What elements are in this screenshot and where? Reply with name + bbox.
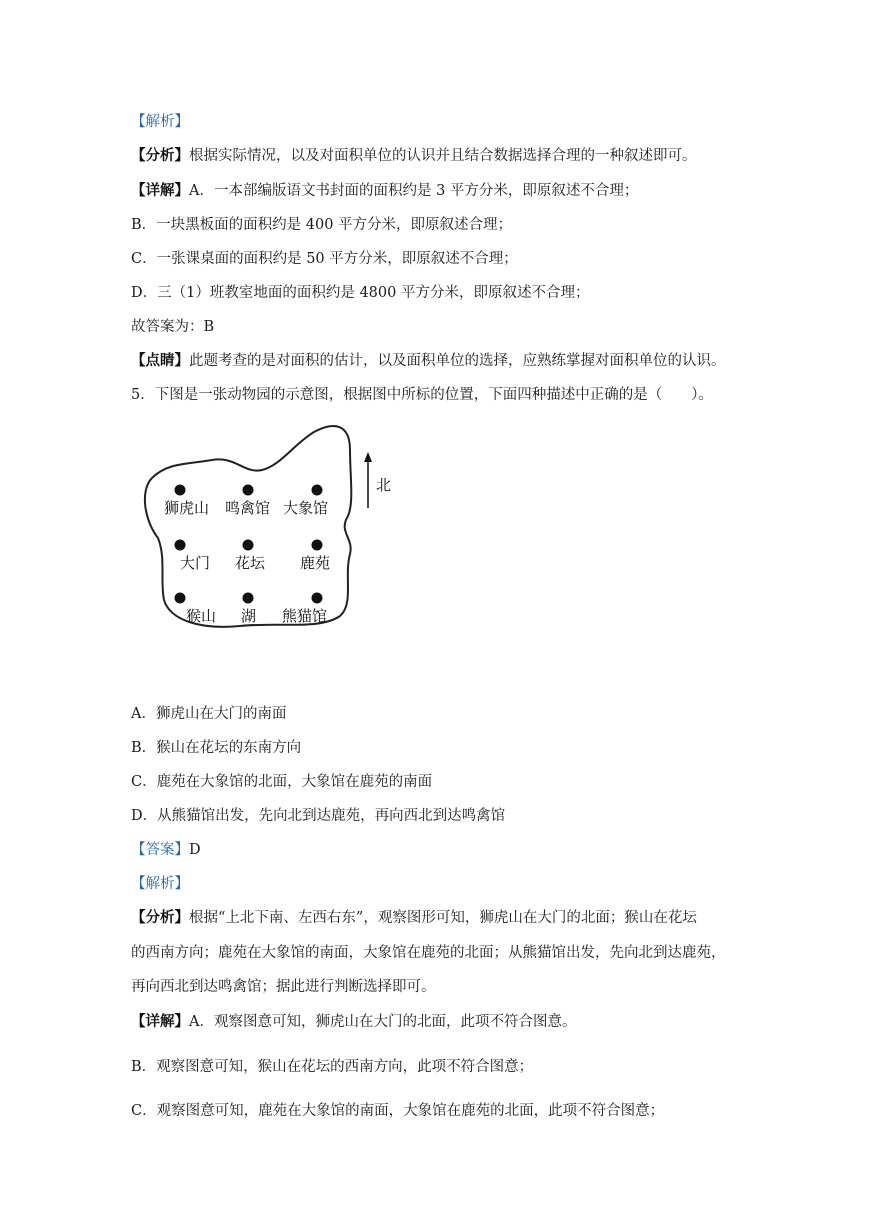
bird-house-dot [243, 485, 254, 496]
place-elephant-house: 大象馆 [283, 499, 329, 517]
place-panda-house: 熊猫馆 [282, 607, 328, 625]
analysis-label: 【分析】 [131, 147, 189, 164]
north-label: 北 [376, 476, 392, 494]
option-d: D．从熊猫馆出发，先向北到达鹿苑，再向西北到达鸣禽馆 [131, 808, 506, 824]
detail-label: 【详解】 [131, 182, 189, 199]
detail-option-b: B．一块黑板面的面积约是 400 平方分米，即原叙述合理； [131, 217, 513, 233]
place-lake: 湖 [241, 607, 257, 625]
panda-house-dot [312, 593, 323, 604]
place-deer-park: 鹿苑 [300, 554, 331, 572]
flower-bed-dot [243, 540, 254, 551]
option-a: A．狮虎山在大门的南面 [131, 706, 287, 722]
solution-jiexi-heading: 【解析】 [131, 876, 189, 892]
jiexi-heading: 【解析】 [131, 114, 189, 130]
place-flower-bed: 花坛 [235, 554, 266, 572]
option-b: B．猴山在花坛的东南方向 [131, 740, 302, 756]
comment-text: 此题考查的是对面积的估计，以及面积单位的选择，应熟练掌握对面积单位的认识。 [189, 353, 726, 369]
solution-detail-a: 【详解】A．观察图意可知，狮虎山在大门的北面，此项不符合图意。 [131, 1013, 577, 1030]
lion-tiger-hill-dot [175, 485, 186, 496]
answer-label: 【答案】 [131, 842, 189, 858]
solution-detail-b: B．观察图意可知，猴山在花坛的西南方向，此项不符合图意； [131, 1059, 534, 1075]
main-gate-dot [175, 540, 186, 551]
answer-line: 故答案为：B [131, 319, 215, 335]
solution-analysis-line3: 再向西北到达鸣禽馆；据此进行判断选择即可。 [131, 979, 436, 995]
lake-dot [243, 593, 254, 604]
place-main-gate: 大门 [180, 554, 211, 572]
comment-label: 【点睛】 [131, 352, 189, 369]
question-stem: 5．下图是一张动物园的示意图，根据图中所标的位置，下面四种描述中正确的是（ ）。 [131, 387, 713, 403]
analysis-text: 根据实际情况，以及对面积单位的认识并且结合数据选择合理的一种叙述即可。 [189, 148, 697, 164]
option-c: C．鹿苑在大象馆的北面，大象馆在鹿苑的南面 [131, 774, 433, 790]
north-arrow-icon [364, 452, 372, 508]
elephant-house-dot [312, 485, 323, 496]
solution-detail-c: C．观察图意可知，鹿苑在大象馆的南面，大象馆在鹿苑的北面，此项不符合图意； [131, 1103, 665, 1119]
solution-detail-label: 【详解】 [131, 1013, 189, 1030]
analysis-paragraph [131, 146, 697, 166]
solution-analysis-line1: 【分析】根据“上北下南、左西右东”，观察图形可知，狮虎山在大门的北面；猴山在花坛 [131, 909, 697, 926]
detail-option-c: C．一张课桌面的面积约是 50 平方分米，即原叙述不合理； [131, 251, 518, 267]
monkey-hill-dot [175, 593, 186, 604]
detail-paragraph [131, 181, 638, 201]
place-bird-house: 鸣禽馆 [225, 499, 271, 517]
place-monkey-hill: 猴山 [186, 607, 217, 625]
solution-analysis-line2: 的西南方向；鹿苑在大象馆的南面，大象馆在鹿苑的北面；从熊猫馆出发，先向北到达鹿苑， [131, 945, 726, 961]
comment-paragraph [131, 351, 726, 371]
detail-option-a: A．一本部编版语文书封面的面积约是 3 平方分米，即原叙述不合理； [189, 183, 639, 199]
place-lion-tiger-hill: 狮虎山 [164, 499, 210, 517]
solution-analysis-label: 【分析】 [131, 909, 189, 926]
answer-value: D [189, 842, 201, 858]
answer-paragraph [131, 840, 201, 860]
zoo-map-figure [140, 420, 392, 640]
detail-option-d: D．三（1）班教室地面的面积约是 4800 平方分米，即原叙述不合理； [131, 285, 590, 301]
deer-park-dot [312, 540, 323, 551]
